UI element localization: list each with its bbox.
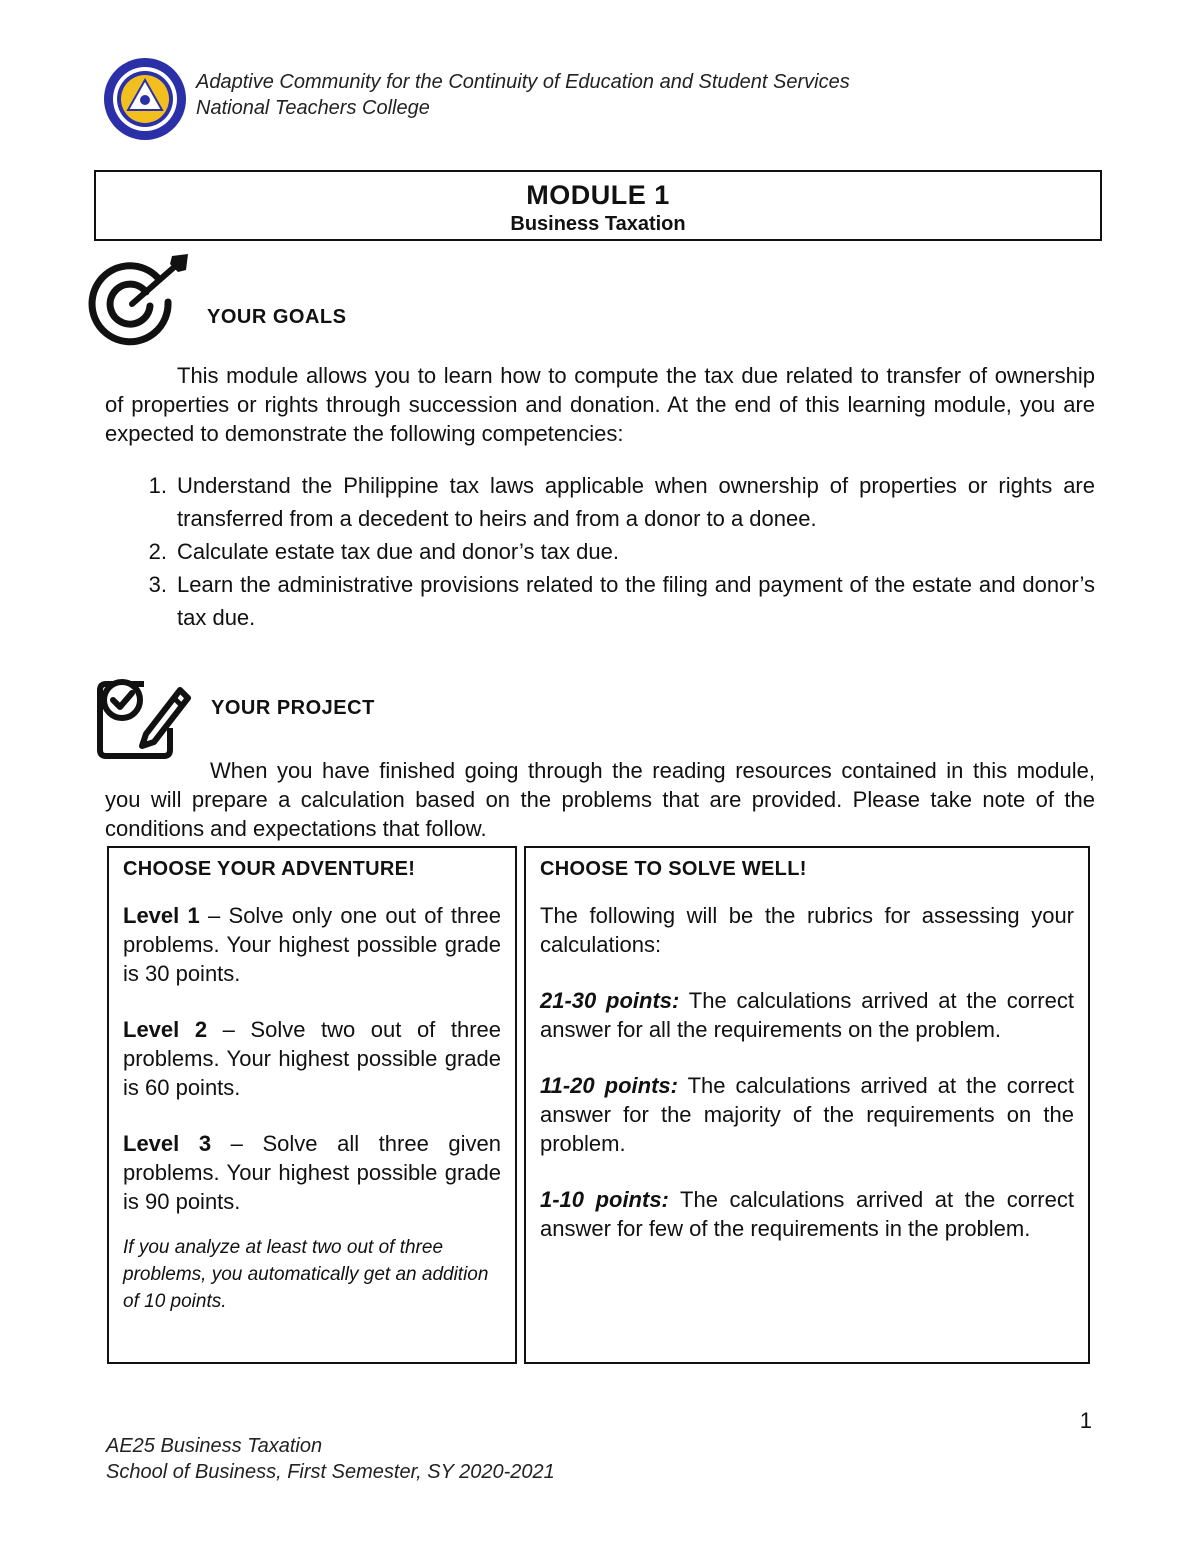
module-title-box [94, 170, 1102, 241]
rubric-intro: The following will be the rubrics for assessing your calculations: [540, 903, 1074, 957]
competencies-list [105, 469, 1095, 634]
list-item: 3. Learn the administrative provisions related to the filing and payment of the estate and donor’s tax due. [148, 572, 1095, 630]
choose-adventure-box [107, 846, 517, 1364]
rubric-item: 11-20 points: The calculations arrived at the correct answer for the majority of the requirements on the problem. [540, 1073, 1074, 1156]
rubric-item: 1-10 points: The calculations arrived at the correct answer for few of the requirements in the problem. [540, 1187, 1074, 1241]
goals-intro: This module allows you to learn how to compute the tax due related to transfer of ownership of properties or rights through succession and donation. At the end of this learning module, you are expected to demonstrate the following competencies: [105, 363, 1095, 446]
header-college: National Teachers College [196, 97, 430, 119]
rubric-item: 21-30 points: The calculations arrived at the correct answer for all the requirements on the problem. [540, 988, 1074, 1042]
module-title: MODULE 1 [526, 180, 670, 210]
goals-heading: YOUR GOALS [207, 306, 347, 328]
list-item: 2. Calculate estate tax due and donor’s tax due. [148, 539, 619, 564]
solve-title: CHOOSE TO SOLVE WELL! [540, 858, 807, 880]
checklist-pencil-icon [92, 672, 192, 760]
choose-solve-box [524, 846, 1090, 1364]
level-item: Level 3 – Solve all three given problems. Your highest possible grade is 90 points. [123, 1131, 501, 1214]
project-heading: YOUR PROJECT [211, 697, 375, 719]
module-subtitle: Business Taxation [510, 213, 686, 235]
header-organization: Adaptive Community for the Continuity of Education and Student Services [196, 71, 850, 93]
footer-course: AE25 Business Taxation [106, 1435, 323, 1457]
adventure-title: CHOOSE YOUR ADVENTURE! [123, 858, 416, 880]
page-number: 1 [1079, 1408, 1092, 1433]
level-item: Level 1 – Solve only one out of three problems. Your highest possible grade is 30 points. [123, 903, 501, 986]
footer-school: School of Business, First Semester, SY 2020-2021 [106, 1461, 555, 1483]
level-item: Level 2 – Solve two out of three problems. Your highest possible grade is 60 points. [123, 1017, 501, 1100]
bonus-note: If you analyze at least two out of three problems, you automatically get an addition of 10 points. [123, 1237, 489, 1312]
target-icon [88, 250, 192, 350]
list-item: 1. Understand the Philippine tax laws applicable when ownership of properties or rights are transferred from a decedent to heirs and from a donor to a donee. [148, 473, 1095, 531]
project-intro: When you have finished going through the reading resources contained in this module, you will prepare a calculation based on the problems that are provided. Please take note of the conditions and expectations that follow. [105, 758, 1095, 841]
college-seal-logo [102, 56, 188, 142]
